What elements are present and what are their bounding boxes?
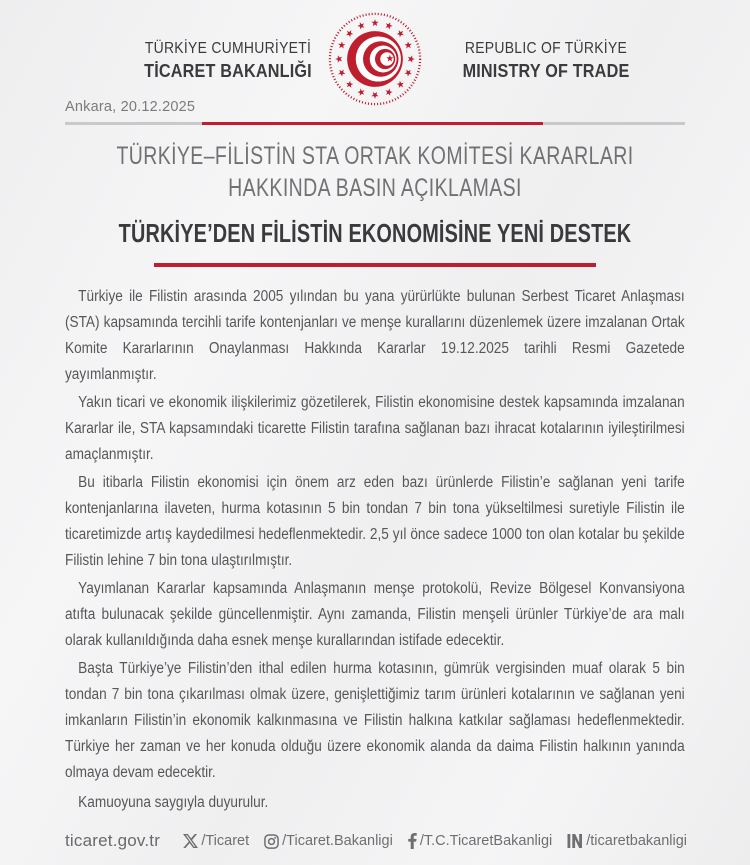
ministry-name-english bbox=[440, 40, 652, 82]
header-divider-red-segment bbox=[202, 122, 543, 125]
social-link-facebook[interactable] bbox=[408, 833, 552, 849]
website-link[interactable]: ticaret.gov.tr bbox=[65, 831, 161, 850]
social-handle-facebook: /T.C.TicaretBakanligi bbox=[419, 833, 553, 849]
press-release-body bbox=[65, 284, 685, 818]
dateline: Ankara, 20.12.2025 bbox=[65, 99, 196, 115]
closing-line: Kamuoyuna saygıyla duyurulur. bbox=[78, 794, 269, 811]
headline-text: TÜRKİYE’DEN FİLİSTİN EKONOMİSİNE YENİ DESTEK bbox=[118, 220, 632, 248]
ministry-name-tr-line2: TİCARET BAKANLIĞI bbox=[144, 61, 312, 81]
facebook-icon bbox=[408, 833, 417, 849]
document-title-line2: HAKKINDA BASIN AÇIKLAMASI bbox=[228, 174, 522, 202]
instagram-icon bbox=[264, 834, 279, 849]
headline bbox=[0, 219, 750, 249]
x-icon bbox=[183, 834, 198, 848]
paragraph-3: Bu itibarla Filistin ekonomisi için önem arz eden bazı ürünlerde Filistin’e sağlanan yeni tarife kontenjanlarına ilaveten, hurma kotasının 5 bin tondan 7 bin tona yükseltilmesi suretiyle Filistin ile ticaretimizde artış kaydedilmesi hedeflenmektedir. 2,5 yıl önce sadece 1000 ton olan kotalar bu şekilde Filistin lehine 7 bin tona ulaştırılmıştır. bbox=[65, 474, 685, 569]
ministry-name-en-line1: REPUBLIC OF TÜRKİYE bbox=[464, 40, 628, 57]
document-title bbox=[0, 140, 750, 204]
social-links bbox=[183, 833, 687, 849]
ministry-name-turkish bbox=[113, 40, 343, 82]
paragraph-5: Başta Türkiye’ye Filistin’den ithal edilen hurma kotasının, gümrük vergisinden muaf olarak 5 bin tondan 7 bin tona çıkarılması olmak üzere, genişlettiğimiz tarım ürünleri kotalarının ve sağlanan yeni imkanların Filistin’in ekonomik kalkınmasına ve Filistin halkına katkılar sağlaması hedeflenmektedir. Türkiye her zaman ve her konuda olduğu üzere ekonomik alanda da daima Filistin halkının yanında olmaya devam edecektir. bbox=[65, 660, 685, 781]
header-divider bbox=[65, 122, 685, 125]
social-handle-instagram: /Ticaret.Bakanligi bbox=[282, 833, 393, 849]
paragraph-2: Yakın ticari ve ekonomik ilişkilerimiz gözetilerek, Filistin ekonomisine destek kapsamında imzalanan Kararlar ile, STA kapsamındaki ticarette Filistin tarafına sağlanan bazı ihracat kotalarının iyileştirilmesi amaçlanmıştır. bbox=[65, 394, 685, 463]
social-link-instagram[interactable] bbox=[264, 833, 393, 849]
social-link-nsosyal[interactable] bbox=[567, 833, 687, 849]
social-handle-nsosyal: /ticaretbakanligi bbox=[586, 833, 687, 849]
ministry-of-trade-logo-icon bbox=[327, 11, 423, 107]
headline-underline bbox=[154, 263, 596, 267]
social-handle-x: /Ticaret bbox=[201, 833, 250, 849]
paragraph-1: Türkiye ile Filistin arasında 2005 yılından bu yana yürürlükte bulunan Serbest Ticaret Anlaşması (STA) kapsamında tercihli tarife kontenjanları ve menşe kurallarını düzenlemek üzere imzalanan Ortak Komite Kararlarının Onaylanması Hakkında Kararlar 19.12.2025 tarihli Resmi Gazetede yayımlanmıştır. bbox=[65, 288, 685, 383]
paragraph-4: Yayımlanan Kararlar kapsamında Anlaşmanın menşe protokolü, Revize Bölgesel Konvansiyona atıfta bulunacak şekilde güncellenmiştir. Aynı zamanda, Filistin menşeli ürünler Türkiye’de ara malı olarak kullanıldığında daha esnek menşe kurallarından istifade edecektir. bbox=[65, 580, 685, 649]
document-title-line1: TÜRKİYE–FİLİSTİN STA ORTAK KOMİTESİ KARARLARI bbox=[116, 142, 634, 170]
social-link-x[interactable] bbox=[183, 833, 249, 849]
ministry-name-tr-line1: TÜRKİYE CUMHURİYETİ bbox=[144, 40, 312, 57]
ministry-name-en-line2: MINISTRY OF TRADE bbox=[462, 61, 630, 81]
nsosyal-icon bbox=[567, 834, 583, 848]
